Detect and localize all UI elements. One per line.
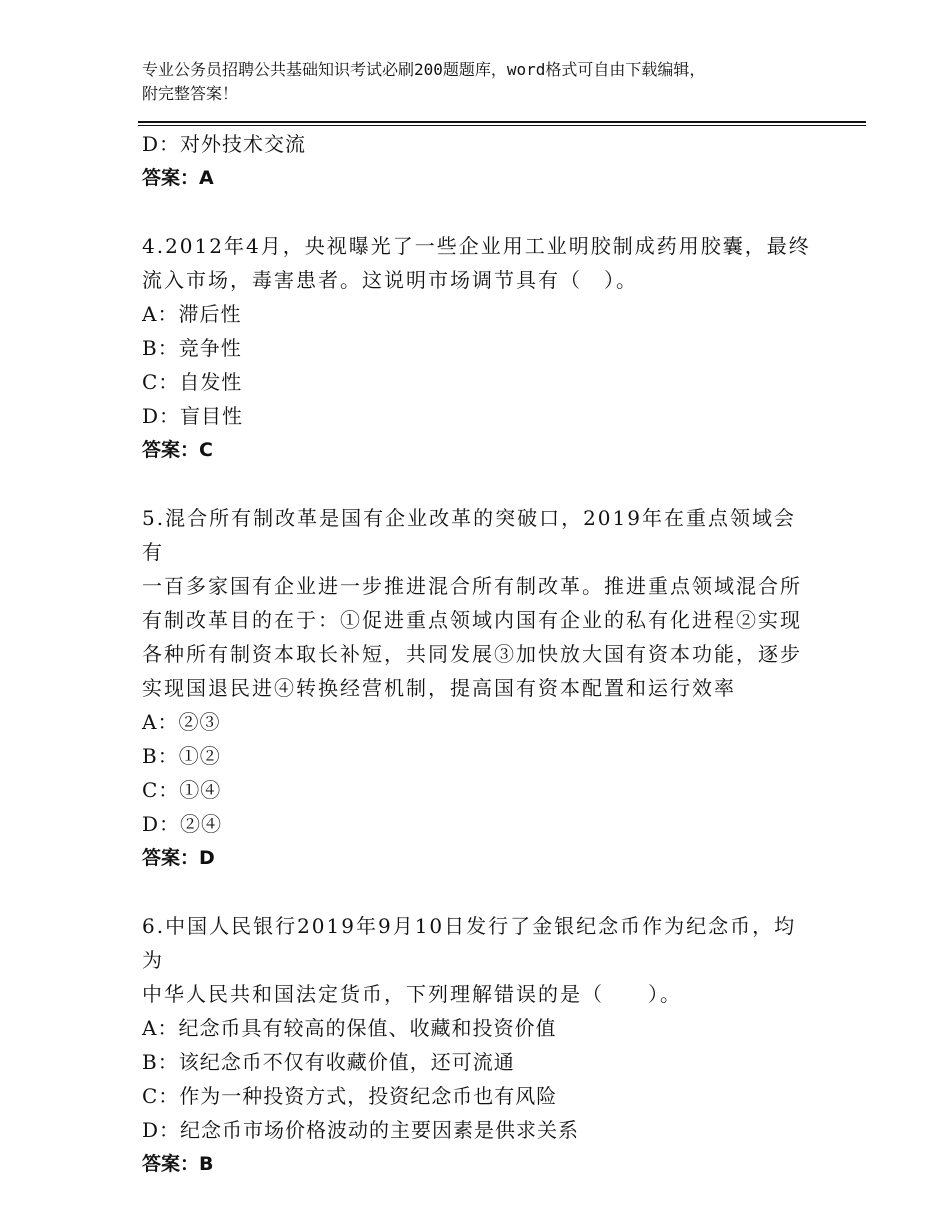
question-stem-line: 实现国退民进④转换经营机制，提高国有资本配置和运行效率: [142, 676, 736, 700]
spacer: [142, 467, 812, 501]
option-d: D：对外技术交流: [142, 132, 307, 156]
question-stem-line: 中华人民共和国法定货币，下列理解错误的是（ ）。: [142, 982, 682, 1006]
spacer: [142, 195, 812, 229]
option-d: D：纪念币市场价格波动的主要因素是供求关系: [142, 1118, 580, 1142]
option-a: A：②③: [142, 710, 221, 734]
question-3-tail: [142, 127, 812, 195]
question-5: [142, 501, 812, 875]
question-stem-line: 有制改革目的在于：①促进重点领域内国有企业的私有化进程②实现: [142, 608, 802, 632]
option-c: C：①④: [142, 778, 222, 802]
question-stem-line: 流入市场，毒害患者。这说明市场调节具有（ ）。: [142, 268, 638, 292]
header-line-1: 专业公务员招聘公共基础知识考试必刷200题题库，word格式可自由下载编辑，: [142, 60, 706, 79]
option-b: B：①②: [142, 744, 221, 768]
question-stem-line: 一百多家国有企业进一步推进混合所有制改革。推进重点领域混合所: [142, 574, 802, 598]
page-header: [142, 58, 822, 106]
question-stem-line: 4.2012年4月，央视曝光了一些企业用工业明胶制成药用胶囊，最终: [142, 234, 811, 258]
question-6: [142, 909, 812, 1181]
spacer: [142, 875, 812, 909]
option-b: B：竞争性: [142, 336, 242, 360]
option-c: C：自发性: [142, 370, 243, 394]
option-c: C：作为一种投资方式，投资纪念币也有风险: [142, 1084, 558, 1108]
header-divider-thin: [138, 125, 866, 126]
option-d: D：②④: [142, 812, 223, 836]
option-d: D：盲目性: [142, 404, 244, 428]
header-line-2: 附完整答案！: [142, 84, 239, 103]
header-divider-thick: [138, 121, 866, 123]
option-b: B：该纪念币不仅有收藏价值，还可流通: [142, 1050, 515, 1074]
answer-line: 答案：A: [142, 167, 214, 189]
option-a: A：滞后性: [142, 302, 242, 326]
answer-line: 答案：B: [142, 1153, 214, 1175]
question-stem-line: 各种所有制资本取长补短，共同发展③加快放大国有资本功能，逐步: [142, 642, 802, 666]
option-a: A：纪念币具有较高的保值、收藏和投资价值: [142, 1016, 557, 1040]
answer-line: 答案：C: [142, 439, 213, 461]
question-stem-line: 6.中国人民银行2019年9月10日发行了金银纪念币作为纪念币，均为: [142, 914, 797, 972]
question-stem-line: 5.混合所有制改革是国有企业改革的突破口，2019年在重点领域会有: [142, 506, 796, 564]
question-4: [142, 229, 812, 467]
answer-line: 答案：D: [142, 847, 215, 869]
question-list: [142, 127, 812, 1181]
